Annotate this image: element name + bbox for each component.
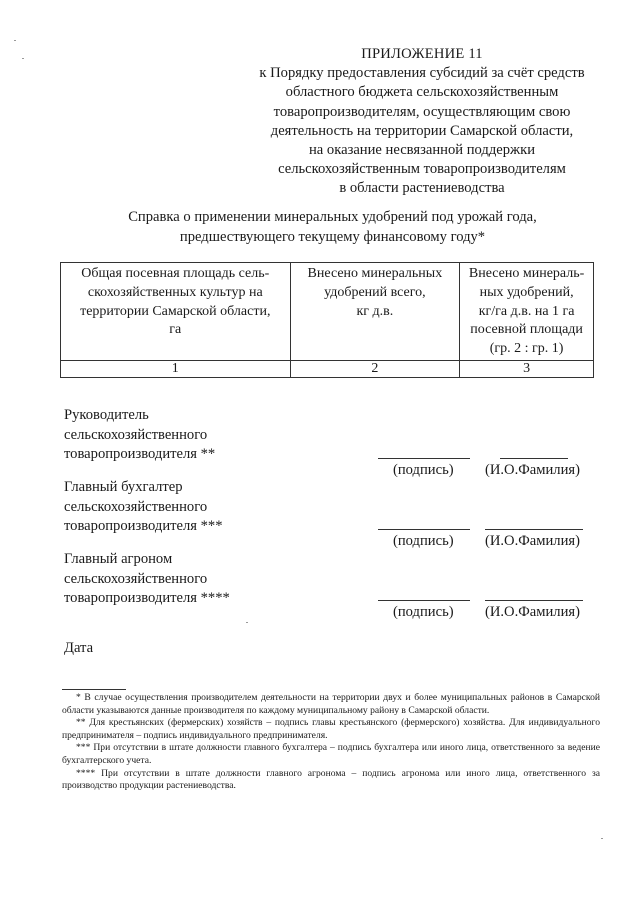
signature-caption: (подпись) <box>393 462 454 478</box>
signatory-title-line: товаропроизводителя *** <box>64 518 223 534</box>
appendix-line: на оказание несвязанной поддержки <box>308 142 536 159</box>
appendix-line: к Порядку предоставления субсидий за счёт средств <box>259 65 585 82</box>
column-number-cell: 2 <box>290 360 460 377</box>
signatory-title-line: Руководитель <box>64 407 149 423</box>
scan-speck <box>22 58 24 59</box>
scan-speck <box>246 622 248 623</box>
signatory-head <box>64 406 304 465</box>
fertilizer-table <box>60 262 594 378</box>
name-caption: (И.О.Фамилия) <box>485 462 580 478</box>
document-title-line: Справка о применении минеральных удобрений под урожай года, <box>128 209 537 225</box>
signatory-title-line: сельскохозяйственного <box>64 426 208 443</box>
column-number-cell: 3 <box>460 360 594 377</box>
signatory-title-line: сельскохозяйственного <box>64 498 208 515</box>
document-title <box>40 208 625 247</box>
appendix-line: деятельность на территории Самарской области, <box>270 122 574 139</box>
header-text: ных удобрений, <box>479 284 574 300</box>
header-text: га <box>169 322 182 338</box>
signatory-title-line: товаропроизводителя **** <box>64 590 230 606</box>
name-caption: (И.О.Фамилия) <box>485 533 580 549</box>
header-text: кг/га д.в. на 1 га <box>478 303 575 319</box>
header-text: удобрений всего, <box>324 284 426 300</box>
signature-line <box>378 529 470 530</box>
appendix-heading: ПРИЛОЖЕНИЕ 11 <box>361 46 483 62</box>
table-header-cell <box>61 263 291 361</box>
appendix-line: сельскохозяйственным товаропроизводителям <box>278 161 566 178</box>
footnote: * В случае осуществления производителем деятельности на территории двух и более муниципальных районов в Самарской области указываются данные производителя по каждому муниципальному району в Самарской области. <box>62 692 600 716</box>
footnote: *** При отсутствии в штате должности главного бухгалтера – подпись бухгалтера или иного лица, ответственного за ведение бухгалтерского учета. <box>62 742 600 766</box>
table-header-cell <box>460 263 594 361</box>
signatory-title-line: товаропроизводителя ** <box>64 446 216 462</box>
signatory-chief-accountant <box>64 478 304 537</box>
header-text: посевной площади <box>470 322 583 338</box>
appendix-line: товаропроизводителям, осуществляющим свою <box>273 103 571 120</box>
footnotes <box>62 692 600 793</box>
name-line <box>485 529 583 530</box>
signature-caption: (подпись) <box>393 533 454 549</box>
header-text: Внесено минераль- <box>468 266 585 281</box>
name-caption: (И.О.Фамилия) <box>485 604 580 620</box>
signatory-chief-agronomist <box>64 550 304 609</box>
signature-line <box>378 600 470 601</box>
name-line <box>485 600 583 601</box>
signature-line <box>378 458 470 459</box>
table-header-row <box>61 263 594 361</box>
signature-caption: (подпись) <box>393 604 454 620</box>
name-line <box>500 458 568 459</box>
header-text: Внесено минеральных <box>307 266 443 281</box>
header-text: Общая посевная площадь сель- <box>81 266 270 281</box>
appendix-line: областного бюджета сельскохозяйственным <box>285 84 559 101</box>
header-text: скохозяйственных культур на <box>87 284 263 300</box>
appendix-line: в области растениеводства <box>339 180 505 197</box>
footnote: **** При отсутствии в штате должности главного агронома – подпись агронома или иного лица, ответственного за производство продукции растениеводства. <box>62 767 600 792</box>
table-header-cell <box>290 263 460 361</box>
date-label: Дата <box>64 640 94 656</box>
header-text: кг д.в. <box>356 303 394 319</box>
header-text: территории Самарской области, <box>80 303 271 319</box>
column-number-cell: 1 <box>61 360 291 377</box>
footnote: ** Для крестьянских (фермерских) хозяйств – подпись главы крестьянского (фермерского) хозяйства. Для индивидуального предпринимателя – подпись индивидуального предпринимателя. <box>62 717 600 741</box>
document-title-line: предшествующего текущему финансовому году* <box>179 228 486 245</box>
signatory-title-line: Главный агроном <box>64 551 173 567</box>
scan-speck <box>14 40 16 41</box>
footnote-separator <box>62 689 126 690</box>
signatory-title-line: Главный бухгалтер <box>64 479 183 495</box>
header-text: (гр. 2 : гр. 1) <box>489 341 564 357</box>
table-column-number-row <box>61 360 594 377</box>
signatory-title-line: сельскохозяйственного <box>64 570 208 587</box>
appendix-block <box>222 45 622 199</box>
scan-speck <box>601 838 603 839</box>
